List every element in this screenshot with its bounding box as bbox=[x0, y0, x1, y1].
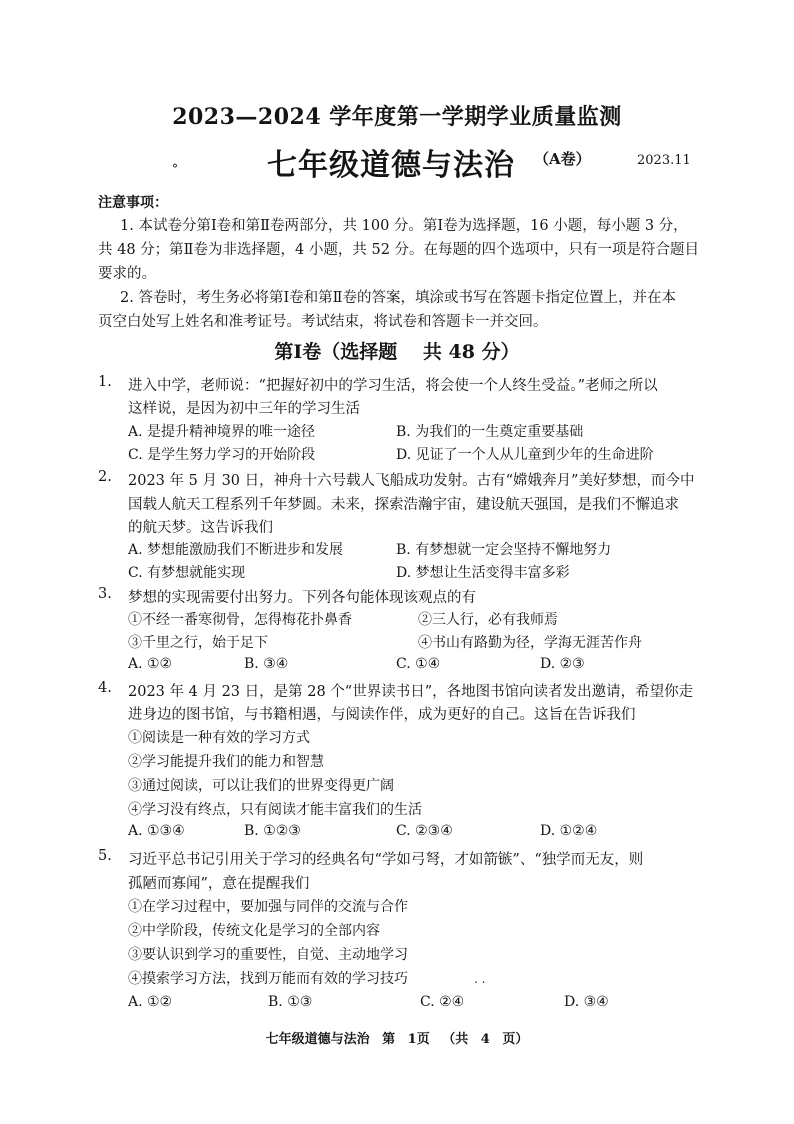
question-4-option-d: D. ①②④ bbox=[540, 823, 598, 839]
section-heading: 第Ⅰ卷（选择题 共 48 分） bbox=[274, 341, 520, 363]
question-4-option-a: A. ①③④ bbox=[128, 823, 185, 839]
question-4-item-2: ②学习能提升我们的能力和智慧 bbox=[128, 754, 324, 770]
question-2-stem-line-3: 的航天梦。这告诉我们 bbox=[128, 520, 273, 536]
question-1-option-d: D. 见证了一个人从儿童到少年的生命进阶 bbox=[396, 447, 654, 463]
page-footer: 七年级道德与法治 第 1页 （共 4 页） bbox=[265, 1032, 529, 1047]
notes-item-1-line-3: 要求的。 bbox=[98, 266, 156, 282]
stray-mark: ° bbox=[172, 162, 178, 176]
question-2-number: 2. bbox=[98, 469, 112, 485]
notes-heading: 注意事项： bbox=[98, 195, 168, 211]
stray-mark: . . bbox=[474, 972, 486, 986]
question-3-number: 3. bbox=[98, 586, 112, 602]
question-4-stem-line-1: 2023 年 4 月 23 日，是第 28 个“世界读书日”，各地图书馆向读者发出邀请，希望你走 bbox=[128, 684, 694, 700]
question-4-item-3: ③通过阅读，可以让我们的世界变得更广阔 bbox=[128, 778, 394, 794]
question-4-number: 4. bbox=[98, 680, 112, 696]
question-5-item-4: ④摸索学习方法，找到万能而有效的学习技巧 bbox=[128, 971, 408, 987]
question-3-option-d: D. ②③ bbox=[540, 656, 585, 672]
notes-item-2-line-1: 2. 答卷时，考生务必将第Ⅰ卷和第Ⅱ卷的答案，填涂或书写在答题卡指定位置上，并在本 bbox=[120, 290, 677, 306]
question-4-option-c: C. ②③④ bbox=[396, 823, 453, 839]
question-3-stem-line-1: 梦想的实现需要付出努力。下列各句能体现该观点的有 bbox=[128, 590, 476, 606]
question-4-item-4: ④学习没有终点，只有阅读才能丰富我们的生活 bbox=[128, 802, 422, 818]
notes-item-1-line-1: 1. 本试卷分第Ⅰ卷和第Ⅱ卷两部分，共 100 分。第Ⅰ卷为选择题，16 小题，每小题 3 分， bbox=[120, 218, 688, 234]
question-5-option-d: D. ③④ bbox=[564, 994, 609, 1010]
paper-version: （A卷） bbox=[534, 150, 591, 168]
notes-item-1-line-2: 共 48 分；第Ⅱ卷为非选择题，4 小题，共 52 分。在每题的四个选项中，只有一项是符合题目 bbox=[98, 242, 700, 258]
notes-item-2-line-2: 页空白处写上姓名和准考证号。考试结束，将试卷和答题卡一并交回。 bbox=[98, 314, 548, 330]
question-5-number: 5. bbox=[98, 848, 112, 864]
question-5-option-a: A. ①② bbox=[128, 994, 173, 1010]
question-1-option-c: C. 是学生努力学习的开始阶段 bbox=[128, 447, 316, 463]
question-3-item-4: ④书山有路勤为径，学海无涯苦作舟 bbox=[418, 635, 642, 651]
question-5-item-1: ①在学习过程中，要加强与同伴的交流与合作 bbox=[128, 899, 408, 915]
question-3-option-a: A. ①② bbox=[128, 656, 173, 672]
question-4-option-b: B. ①②③ bbox=[244, 823, 301, 839]
question-3-item-1: ①不经一番寒彻骨，怎得梅花扑鼻香 bbox=[128, 612, 352, 628]
question-2-stem-line-1: 2023 年 5 月 30 日，神舟十六号载人飞船成功发射。古有“嫦娥奔月”美好梦想，而今中 bbox=[128, 473, 695, 489]
question-5-stem-line-1: 习近平总书记引用关于学习的经典名句“学如弓弩，才如箭镞”、“独学而无友，则 bbox=[128, 852, 644, 868]
question-2-option-b: B. 有梦想就一定会坚持不懈地努力 bbox=[396, 542, 612, 558]
question-4-item-1: ①阅读是一种有效的学习方式 bbox=[128, 730, 310, 746]
exam-date: 2023.11 bbox=[637, 153, 691, 168]
question-3-option-b: B. ③④ bbox=[244, 656, 289, 672]
question-2-stem-line-2: 国载人航天工程系列千年梦圆。未来，探索浩瀚宇宙，建设航天强国，是我们不懈追求 bbox=[128, 497, 679, 513]
question-1-stem-line-1: 进入中学，老师说：“把握好初中的学习生活，将会使一个人终生受益。”老师之所以 bbox=[128, 378, 658, 394]
question-5-option-c: C. ②④ bbox=[420, 994, 465, 1010]
subject-title: 七年级道德与法治 bbox=[267, 148, 515, 183]
question-5-item-3: ③要认识到学习的重要性，自觉、主动地学习 bbox=[128, 947, 408, 963]
question-3-item-2: ②三人行，必有我师焉 bbox=[418, 612, 558, 628]
question-1-option-a: A. 是提升精神境界的唯一途径 bbox=[128, 424, 316, 440]
question-4-stem-line-2: 进身边的图书馆，与书籍相遇，与阅读作伴，成为更好的自己。这旨在告诉我们 bbox=[128, 707, 636, 723]
question-5-option-b: B. ①③ bbox=[268, 994, 313, 1010]
question-2-option-c: C. 有梦想就能实现 bbox=[128, 565, 246, 581]
question-1-stem-line-2: 这样说，是因为初中三年的学习生活 bbox=[128, 401, 360, 417]
question-5-item-2: ②中学阶段，传统文化是学习的全部内容 bbox=[128, 923, 380, 939]
question-5-stem-line-2: 孤陋而寡闻”，意在提醒我们 bbox=[128, 876, 310, 892]
question-2-option-a: A. 梦想能激励我们不断进步和发展 bbox=[128, 542, 344, 558]
exam-header-title: 2023—2024 学年度第一学期学业质量监测 bbox=[172, 104, 622, 130]
question-3-option-c: C. ①④ bbox=[396, 656, 441, 672]
question-1-number: 1. bbox=[98, 374, 112, 390]
question-3-item-3: ③千里之行，始于足下 bbox=[128, 635, 268, 651]
question-1-option-b: B. 为我们的一生奠定重要基础 bbox=[396, 424, 584, 440]
question-2-option-d: D. 梦想让生活变得丰富多彩 bbox=[396, 565, 570, 581]
